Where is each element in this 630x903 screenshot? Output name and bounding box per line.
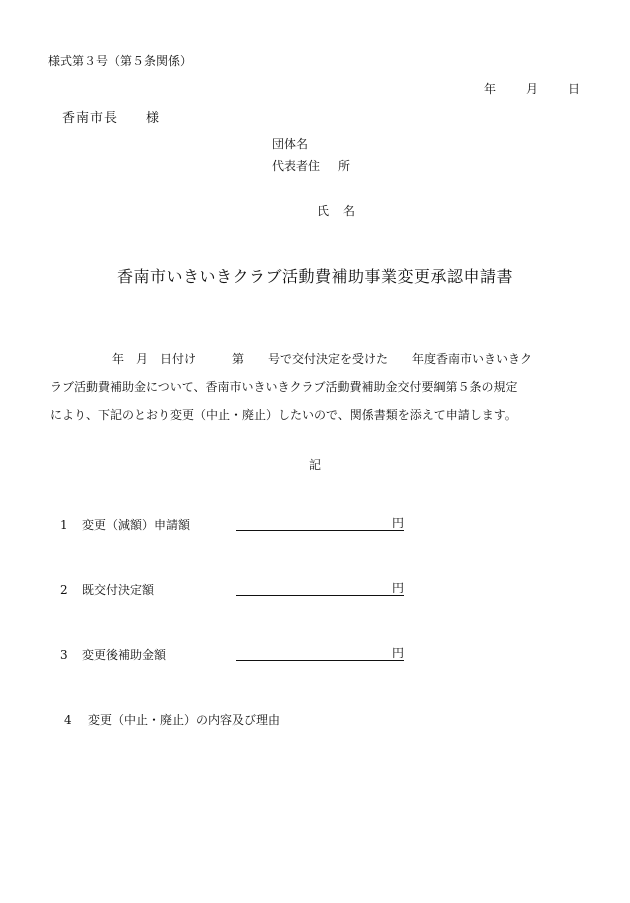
- org-name-label: 団体名: [272, 137, 309, 151]
- body-line-2: ラブ活動費補助金について、香南市いきいきクラブ活動費補助金交付要綱第５条の規定: [50, 380, 518, 394]
- item-1-unit: 円: [391, 516, 404, 530]
- form-number: 様式第３号（第５条関係）: [48, 54, 193, 68]
- ki-marker: 記: [308, 458, 321, 472]
- date-day: 日: [568, 82, 581, 96]
- item-3-number: 3: [60, 648, 68, 662]
- item-4-text: 変更（中止・廃止）の内容及び理由: [88, 713, 281, 727]
- item-2-label: [60, 581, 154, 598]
- addressee: [62, 107, 160, 126]
- item-4-number: 4: [64, 713, 72, 727]
- item-2-amount-field[interactable]: [236, 579, 404, 596]
- item-3-text: 変更後補助金額: [82, 648, 167, 662]
- item-1-label: [60, 516, 190, 533]
- item-3-label: [60, 646, 166, 663]
- item-2-text: 既交付決定額: [82, 583, 155, 597]
- item-1-amount-field[interactable]: [236, 514, 404, 531]
- addressee-honorific: 様: [146, 111, 161, 126]
- item-1-number: 1: [60, 518, 68, 532]
- rep-name-label-a: 氏: [317, 204, 330, 218]
- body-line-1: 年 月 日付け 第 号で交付決定を受けた 年度香南市いきいきク: [112, 352, 533, 366]
- item-4-label: [64, 711, 280, 728]
- item-1-text: 変更（減額）申請額: [82, 518, 191, 532]
- item-2-unit: 円: [391, 581, 404, 595]
- body-paragraph: [50, 345, 590, 429]
- item-3-amount-field[interactable]: [236, 644, 404, 661]
- rep-address-label-a: 代表者住: [272, 159, 321, 173]
- rep-address-label: [272, 157, 350, 174]
- rep-address-label-b: 所: [338, 159, 351, 173]
- item-2-number: 2: [60, 583, 68, 597]
- date-line: [484, 80, 580, 97]
- date-month: 月: [526, 82, 539, 96]
- item-3-unit: 円: [391, 646, 404, 660]
- rep-name-label: [317, 202, 355, 219]
- document-title: 香南市いきいきクラブ活動費補助事業変更承認申請書: [116, 267, 513, 286]
- rep-name-label-b: 名: [343, 204, 356, 218]
- addressee-name: 香南市長: [62, 111, 119, 126]
- date-year: 年: [484, 82, 497, 96]
- body-line-3: により、下記のとおり変更（中止・廃止）したいので、関係書類を添えて申請します。: [50, 408, 517, 422]
